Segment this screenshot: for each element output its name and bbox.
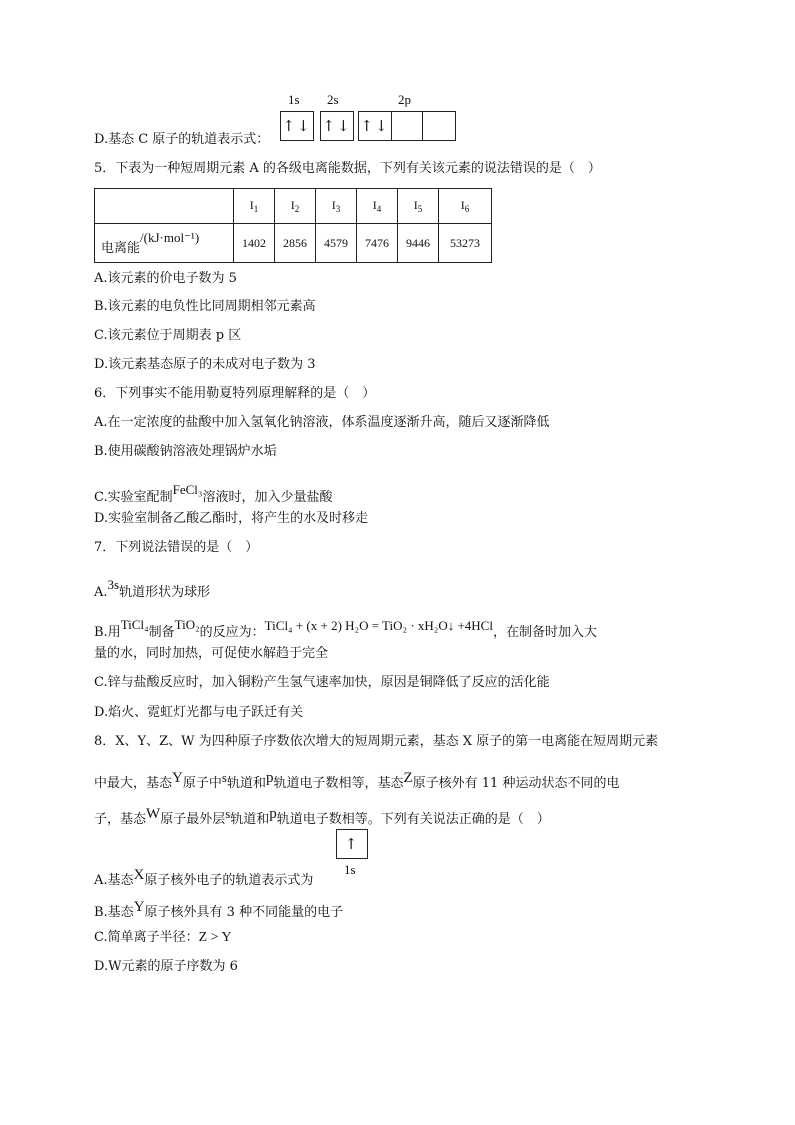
q8-l2-text-a: 中最大，基态 xyxy=(94,776,173,791)
value-i3: 4579 xyxy=(316,224,357,263)
q8-a-pre: A.基态 xyxy=(94,873,134,888)
q8-option-c xyxy=(94,929,232,947)
q6-c-pre: C.实验室配制 xyxy=(94,490,173,505)
q8-b-Y: Y xyxy=(133,899,145,915)
orbital-label-1s: 1s xyxy=(288,92,300,107)
q6-stem: 6．下列事实不能用勒夏特列原理解释的是（ ） xyxy=(94,386,376,401)
q4-option-d: D.基态 C 原子的轨道表示式： xyxy=(94,132,270,147)
value-i6: 53273 xyxy=(439,224,492,263)
q8-l2-p: p xyxy=(265,770,274,786)
q8-l3-s: s xyxy=(225,806,231,821)
q7-option-a xyxy=(94,576,210,602)
orbital-label-2s: 2s xyxy=(327,92,339,107)
q8-stem-line1: 8．X、Y、Z、W 为四种原子序数依次增大的短周期元素，基态 X 原子的第一电离能在短周期元素 xyxy=(94,734,659,749)
q7-option-c: C.锌与盐酸反应时，加入铜粉产生氢气速率加快，原因是铜降低了反应的活化能 xyxy=(94,675,550,690)
header-i3: $I_3$ xyxy=(316,189,357,224)
q8-l3-W: W xyxy=(146,806,161,822)
header-i6: $I_6$ xyxy=(439,189,492,224)
orbital-box-2p-3 xyxy=(422,111,456,141)
q8-a-X: X xyxy=(133,867,145,883)
q8-l2-text-c: 轨道和 xyxy=(226,776,266,791)
q7-a-post: 轨道形状为球形 xyxy=(119,585,211,600)
q7-option-d: D.焰火、霓虹灯光都与电子跃迁有关 xyxy=(94,705,304,720)
q7-a-3s: 3s xyxy=(107,577,120,592)
value-i5: 9446 xyxy=(398,224,439,263)
q8-l2-Y: Y xyxy=(172,770,183,786)
table-value-row xyxy=(95,224,492,263)
q8-c-inequality: Z > Y xyxy=(198,930,232,945)
q8-l3-p: p xyxy=(269,806,277,822)
tio2-formula: TiO₂ xyxy=(174,617,200,632)
hydrolysis-equation: TiCl₄ + (x + 2) H₂O = TiO₂ · xH₂O↓ +4HCl xyxy=(264,618,493,633)
ionization-energy-table xyxy=(94,188,492,263)
unit-label: /(kJ·mol⁻¹) xyxy=(140,230,200,245)
q8-l3-text-b: 原子最外层 xyxy=(160,812,226,827)
orbital-box-2s: ↑↓ xyxy=(320,111,354,141)
q6-option-b: B.使用碳酸钠溶液处理锅炉水垢 xyxy=(94,444,277,459)
q8-option-a xyxy=(94,866,313,890)
orbital-box-1s: ↑↓ xyxy=(280,111,314,141)
header-i4: $I_4$ xyxy=(357,189,398,224)
q8-l2-Z: Z xyxy=(403,770,413,786)
q7-b-mid2: 的反应为： xyxy=(199,625,265,640)
q6-c-post: 溶液时，加入少量盐酸 xyxy=(202,490,333,505)
q8-l2-text-d: 轨道电子数相等，基态 xyxy=(273,776,404,791)
q8-l3-text-d: 轨道电子数相等。下列有关说法正确的是（ ） xyxy=(276,812,550,827)
q8-l2-text-b: 原子中 xyxy=(182,776,222,791)
value-i2: 2856 xyxy=(275,224,316,263)
q5-option-b: B.该元素的电负性比同周期相邻元素高 xyxy=(94,299,316,314)
q8-b-pre: B.基态 xyxy=(94,905,134,920)
q5-option-a: A.该元素的价电子数为 5 xyxy=(94,271,237,286)
q8-c-pre: C.简单离子半径： xyxy=(94,930,199,945)
q6-option-d: D.实验室制备乙酸乙酯时，将产生的水及时移走 xyxy=(94,511,369,526)
q5-option-c: C.该元素位于周期表 p 区 xyxy=(94,328,242,343)
q7-a-pre: A. xyxy=(94,585,108,600)
q6-option-a: A.在一定浓度的盐酸中加入氢氧化钠溶液，体系温度逐渐升高，随后又逐渐降低 xyxy=(94,415,550,430)
row-label-cell xyxy=(95,224,234,263)
q7-b-mid1: 制备 xyxy=(148,625,175,640)
q5-stem: 5．下表为一种短周期元素 A 的各级电离能数据，下列有关该元素的说法错误的是（ ） xyxy=(94,161,601,176)
value-i4: 7476 xyxy=(357,224,398,263)
table-header-row xyxy=(95,189,492,224)
q8-l2-s: s xyxy=(221,770,227,785)
q8-l3-text-a: 子，基态 xyxy=(94,812,147,827)
row-label: 电离能 xyxy=(101,241,141,256)
q7-b-post: ，在制备时加入大 xyxy=(492,625,597,640)
q8-option-d: D.W元素的原子序数为 6 xyxy=(94,959,238,974)
q6-option-c xyxy=(94,481,332,507)
header-i2: $I_2$ xyxy=(275,189,316,224)
ticl4-formula: TiCl₄ xyxy=(120,617,149,632)
x-orbital-box-1s: ↑ xyxy=(336,829,368,859)
fecl3-formula: FeCl₃ xyxy=(172,482,203,497)
q7-b-pre: B.用 xyxy=(94,625,121,640)
q8-option-b xyxy=(94,898,343,922)
carbon-orbital-diagram xyxy=(278,92,458,142)
orbital-label-2p: 2p xyxy=(398,92,411,107)
q7-stem: 7．下列说法错误的是（ ） xyxy=(94,540,259,555)
table-corner-cell xyxy=(95,189,234,224)
x-orbital-diagram xyxy=(334,829,374,881)
q8-l2-text-e: 原子核外有 11 种运动状态不同的电 xyxy=(412,776,620,791)
q8-a-post: 原子核外电子的轨道表示式为 xyxy=(144,873,314,888)
q8-stem-line3 xyxy=(94,805,550,829)
q7-option-b-line2: 量的水，同时加热，可促使水解趋于完全 xyxy=(94,646,329,661)
q8-stem-line2 xyxy=(94,769,619,793)
header-i1: $I_1$ xyxy=(234,189,275,224)
q7-option-b xyxy=(94,616,597,642)
orbital-box-2p-2 xyxy=(391,111,423,141)
q5-option-d: D.该元素基态原子的未成对电子数为 3 xyxy=(94,357,316,372)
x-orbital-label-1s: 1s xyxy=(344,862,356,877)
header-i5: $I_5$ xyxy=(398,189,439,224)
value-i1: 1402 xyxy=(234,224,275,263)
q8-l3-text-c: 轨道和 xyxy=(230,812,270,827)
orbital-box-2p-1: ↑↓ xyxy=(358,111,392,141)
q8-b-post: 原子核外具有 3 种不同能量的电子 xyxy=(144,905,344,920)
